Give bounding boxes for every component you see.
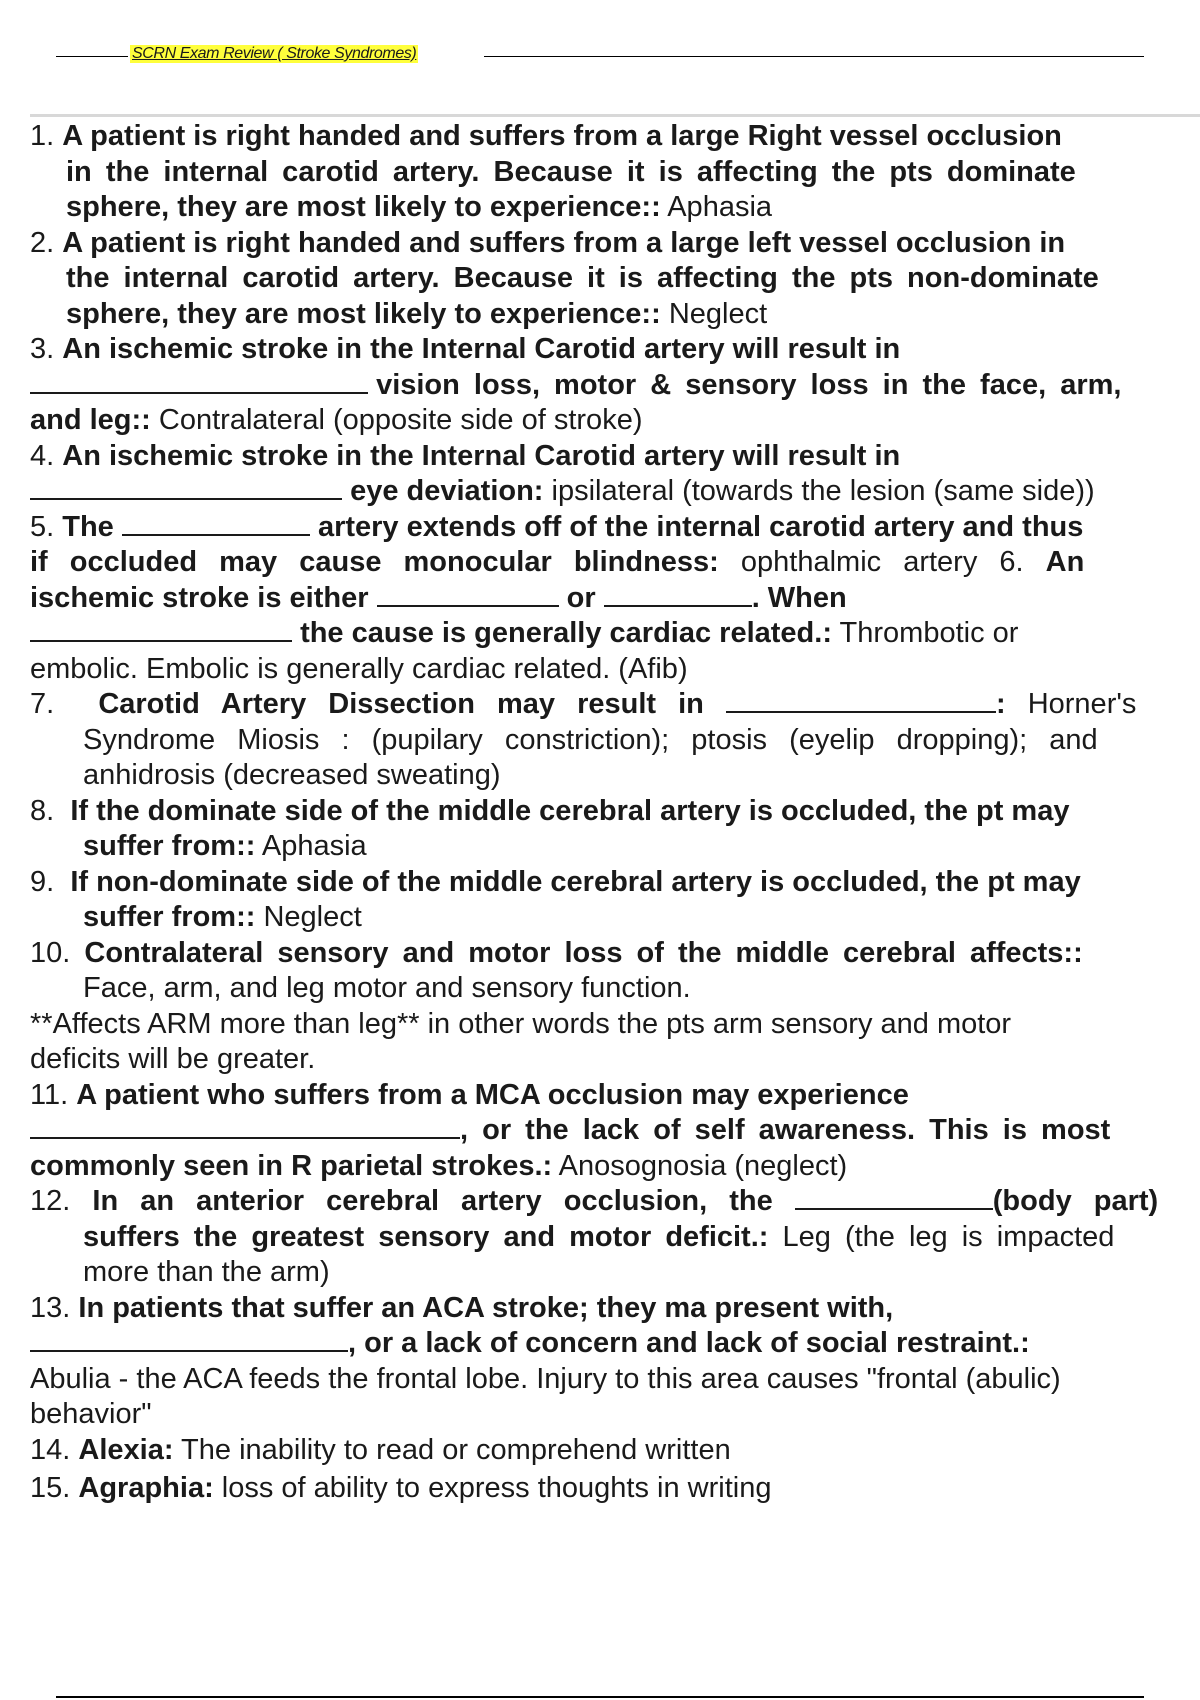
list-item: 12. In an anterior cerebral artery occlusion, the (body part): [30, 1185, 1159, 1217]
list-item: 8. If the dominate side of the middle cerebral artery is occluded, the pt may: [30, 794, 1070, 827]
answer: Syndrome Miosis : (pupilary constriction); ptosis (eyelip dropping); and: [83, 723, 1098, 756]
header-divider: [30, 114, 1200, 117]
header-rule-right: [484, 56, 1144, 57]
footer-rule: [56, 1696, 1144, 1698]
answer-blank: [377, 581, 559, 607]
answer: Contralateral (opposite side of stroke): [158, 404, 643, 436]
list-item-line: [30, 652, 1200, 688]
answer-blank: [30, 368, 368, 394]
list-item-line: commonly seen in R parietal strokes.: Anosognosia (neglect): [30, 1149, 848, 1182]
list-item-line: [30, 1397, 1200, 1433]
list-item: 4. An ischemic stroke in the Internal Carotid artery will result in: [30, 439, 901, 472]
list-item-line: , or the lack of self awareness. This is most: [30, 1113, 1200, 1149]
list-item-line: eye deviation: ipsilateral (towards the lesion (same side)): [30, 474, 1200, 510]
list-item: 1. A patient is right handed and suffers from a large Right vessel occlusion: [30, 120, 1062, 152]
answer-blank: [30, 1113, 460, 1139]
answer: Horner's: [1027, 688, 1137, 720]
list-item: 14. Alexia: The inability to read or comprehend written: [30, 1433, 731, 1466]
answer-blank: [30, 474, 342, 500]
list-item-line: [30, 1362, 1200, 1398]
list-item-line: sphere, they are most likely to experience:: Neglect: [66, 297, 768, 330]
answer-blank: [30, 1326, 348, 1352]
list-item-line: [30, 1255, 1200, 1291]
list-item: 10. Contralateral sensory and motor loss of the middle cerebral affects::: [30, 936, 1083, 969]
list-item: 7. Carotid Artery Dissection may result in : Horner's: [30, 688, 1137, 720]
list-item-line: if occluded may cause monocular blindness: ophthalmic artery 6. An: [30, 546, 1085, 578]
list-item-line: ischemic stroke is either or . When: [30, 581, 847, 614]
answer: anhidrosis (decreased sweating): [83, 759, 501, 791]
list-item-line: vision loss, motor & sensory loss in the face, arm,: [30, 368, 1200, 404]
list-item-line: [30, 723, 1200, 759]
answer: ipsilateral (towards the lesion (same side)): [551, 475, 1095, 507]
list-item-line: [30, 1007, 1200, 1043]
answer: Leg (the leg is impacted: [782, 1220, 1115, 1253]
document-title: SCRN Exam Review ( Stroke Syndromes): [132, 45, 417, 62]
header-rule-left: [56, 56, 128, 57]
list-item-line: [30, 1042, 1200, 1078]
answer: more than the arm): [83, 1256, 330, 1288]
list-item-line: [30, 971, 1200, 1007]
answer: Neglect: [263, 901, 362, 933]
list-item-line: suffer from:: Aphasia: [83, 830, 367, 862]
answer-blank: [122, 510, 310, 536]
question-list: [30, 119, 1200, 1529]
answer: Face, arm, and leg motor and sensory function.: [83, 972, 691, 1004]
list-item: 9. If non-dominate side of the middle cerebral artery is occluded, the pt may: [30, 865, 1081, 898]
answer: Anosognosia (neglect): [558, 1149, 848, 1182]
answer-blank: [30, 616, 292, 642]
list-item-line: and leg:: Contralateral (opposite side of stroke): [30, 404, 643, 436]
answer: Neglect: [668, 297, 768, 330]
list-item-line: suffers the greatest sensory and motor deficit.: Leg (the leg is impacted: [83, 1220, 1115, 1253]
answer: The inability to read or comprehend written: [181, 1433, 731, 1466]
list-item-line: suffer from:: Neglect: [83, 901, 362, 933]
list-item: 13. In patients that suffer an ACA stroke; they ma present with,: [30, 1291, 894, 1324]
list-item-line: , or a lack of concern and lack of social restraint.:: [30, 1326, 1200, 1362]
answer-blank: [604, 581, 752, 607]
list-item-line: the cause is generally cardiac related.: Thrombotic or: [30, 616, 1200, 652]
list-item: 5. The artery extends off of the internal carotid artery and thus: [30, 510, 1084, 543]
list-item-line: the internal carotid artery. Because it is affecting the pts non-dominate: [66, 262, 1099, 294]
answer: embolic. Embolic is generally cardiac related. (Afib): [30, 652, 688, 685]
list-item: 3. An ischemic stroke in the Internal Carotid artery will result in: [30, 333, 901, 365]
answer: Aphasia: [261, 830, 367, 862]
answer: behavior": [30, 1398, 152, 1430]
answer-blank: [795, 1184, 993, 1210]
answer: **Affects ARM more than leg** in other words the pts arm sensory and motor: [30, 1007, 1012, 1040]
list-item-line: [30, 758, 1200, 794]
answer: Aphasia: [667, 191, 773, 223]
answer: Thrombotic or: [839, 617, 1019, 649]
answer: ophthalmic artery: [740, 546, 978, 578]
list-item: 11. A patient who suffers from a MCA occlusion may experience: [30, 1078, 909, 1111]
list-item: 15. Agraphia: loss of ability to express thoughts in writing: [30, 1472, 772, 1504]
list-item-line: sphere, they are most likely to experience:: Aphasia: [66, 191, 773, 223]
answer: deficits will be greater.: [30, 1043, 316, 1075]
answer-blank: [726, 687, 996, 713]
answer: loss of ability to express thoughts in writing: [221, 1472, 772, 1504]
answer: Abulia - the ACA feeds the frontal lobe. Injury to this area causes "frontal (abulic): [30, 1362, 1061, 1395]
list-item: 2. A patient is right handed and suffers from a large left vessel occlusion in: [30, 226, 1066, 259]
list-item-line: in the internal carotid artery. Because it is affecting the pts dominate: [66, 155, 1076, 188]
